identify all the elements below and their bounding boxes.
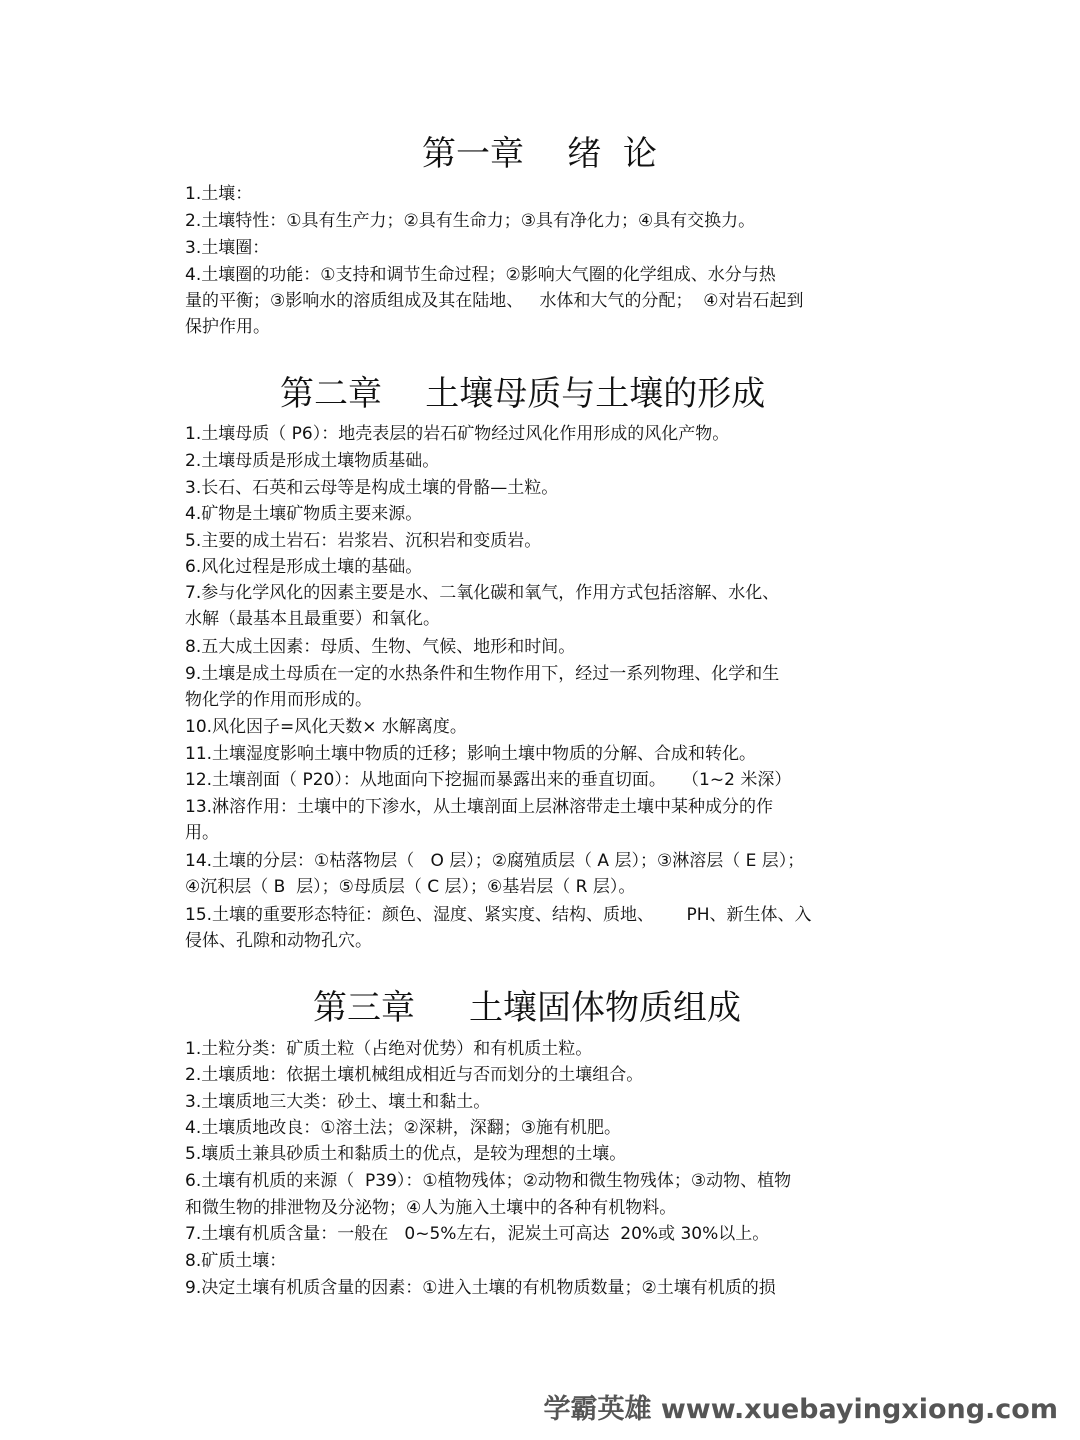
- chapter-2-line: 12.土壤剖面（ P20）：从地面向下挖掘而暴露出来的垂直切面。 （1~2 米深）: [185, 770, 792, 790]
- chapter-1-line: 4.土壤圈的功能：①支持和调节生命过程；②影响大气圈的化学组成、水分与热: [185, 265, 776, 285]
- chapter-3-line: 6.土壤有机质的来源（ P39）：①植物残体；②动物和微生物残体；③动物、植物: [185, 1171, 792, 1191]
- chapter-2-line: 5.主要的成土岩石：岩浆岩、沉积岩和变质岩。: [185, 531, 542, 551]
- chapter-2-line: 水解（最基本且最重要）和氧化。: [185, 609, 440, 629]
- chapter-3-line: 2.土壤质地：依据土壤机械组成相近与否而划分的土壤组合。: [185, 1065, 644, 1085]
- chapter-3-line: 和微生物的排泄物及分泌物；④人为施入土壤中的各种有机物料。: [185, 1198, 677, 1218]
- chapter-2-line: 15.土壤的重要形态特征：颜色、湿度、紧实度、结构、质地、 PH、新生体、入: [185, 905, 812, 925]
- chapter-3-line: 4.土壤质地改良：①溶土法；②深耕，深翻；③施有机肥。: [185, 1118, 621, 1138]
- site-watermark: 学霸英雄 www.xuebayingxiong.com: [543, 1394, 1058, 1425]
- chapter-1-line: 1.土壤：: [185, 184, 253, 204]
- chapter-2-line: 1.土壤母质（ P6）：地壳表层的岩石矿物经过风化作用形成的风化产物。: [185, 424, 730, 444]
- chapter-2-title: 第二章 土壤母质与土壤的形成: [280, 374, 766, 414]
- chapter-1-line: 3.土壤圈：: [185, 238, 270, 258]
- chapter-3-line: 9.决定土壤有机质含量的因素：①进入土壤的有机物质数量；②土壤有机质的损: [185, 1278, 776, 1298]
- chapter-3-line: 8.矿质土壤：: [185, 1251, 287, 1271]
- chapter-2-line: 8.五大成土因素：母质、生物、气候、地形和时间。: [185, 637, 576, 657]
- chapter-2-line: 侵体、孔隙和动物孔穴。: [185, 931, 372, 951]
- chapter-2-line: 13.淋溶作用：土壤中的下渗水，从土壤剖面上层淋溶带走土壤中某种成分的作: [185, 797, 774, 817]
- chapter-2-line: 3.长石、石英和云母等是构成土壤的骨骼—土粒。: [185, 478, 559, 498]
- chapter-1-line: 保护作用。: [185, 317, 270, 337]
- chapter-1-line: 2.土壤特性：①具有生产力；②具有生命力；③具有净化力；④具有交换力。: [185, 211, 756, 231]
- chapter-2-line: 10.风化因子=风化天数× 水解离度。: [185, 717, 467, 737]
- chapter-1-line: 量的平衡；③影响水的溶质组成及其在陆地、 水体和大气的分配； ④对岩石起到: [185, 291, 804, 311]
- chapter-2-line: 14.土壤的分层：①枯落物层（ O 层）；②腐殖质层（ A 层）；③淋溶层（ E 层）；: [185, 851, 805, 871]
- chapter-2-line: 2.土壤母质是形成土壤物质基础。: [185, 451, 440, 471]
- chapter-2-line: 物化学的作用而形成的。: [185, 690, 372, 710]
- chapter-3-title: 第三章 土壤固体物质组成: [313, 988, 742, 1028]
- chapter-2-line: ④沉积层（ B 层）；⑤母质层（ C 层）；⑥基岩层（ R 层）。: [185, 877, 636, 897]
- chapter-2-line: 9.土壤是成土母质在一定的水热条件和生物作用下，经过一系列物理、化学和生: [185, 664, 780, 684]
- chapter-2-line: 6.风化过程是形成土壤的基础。: [185, 557, 423, 577]
- chapter-3-line: 5.壤质土兼具砂质土和黏质土的优点，是较为理想的土壤。: [185, 1144, 627, 1164]
- chapter-3-line: 1.土粒分类：矿质土粒（占绝对优势）和有机质土粒。: [185, 1039, 593, 1059]
- chapter-2-line: 4.矿物是土壤矿物质主要来源。: [185, 504, 423, 524]
- chapter-2-line: 11.土壤湿度影响土壤中物质的迁移；影响土壤中物质的分解、合成和转化。: [185, 744, 757, 764]
- chapter-2-line: 7.参与化学风化的因素主要是水、二氧化碳和氧气，作用方式包括溶解、水化、: [185, 583, 780, 603]
- chapter-3-line: 3.土壤质地三大类：砂土、壤土和黏土。: [185, 1092, 491, 1112]
- chapter-3-line: 7.土壤有机质含量：一般在 0~5%左右，泥炭土可高达 20%或 30%以上。: [185, 1224, 770, 1244]
- chapter-2-line: 用。: [185, 823, 219, 843]
- chapter-1-title: 第一章 绪 论: [422, 134, 657, 174]
